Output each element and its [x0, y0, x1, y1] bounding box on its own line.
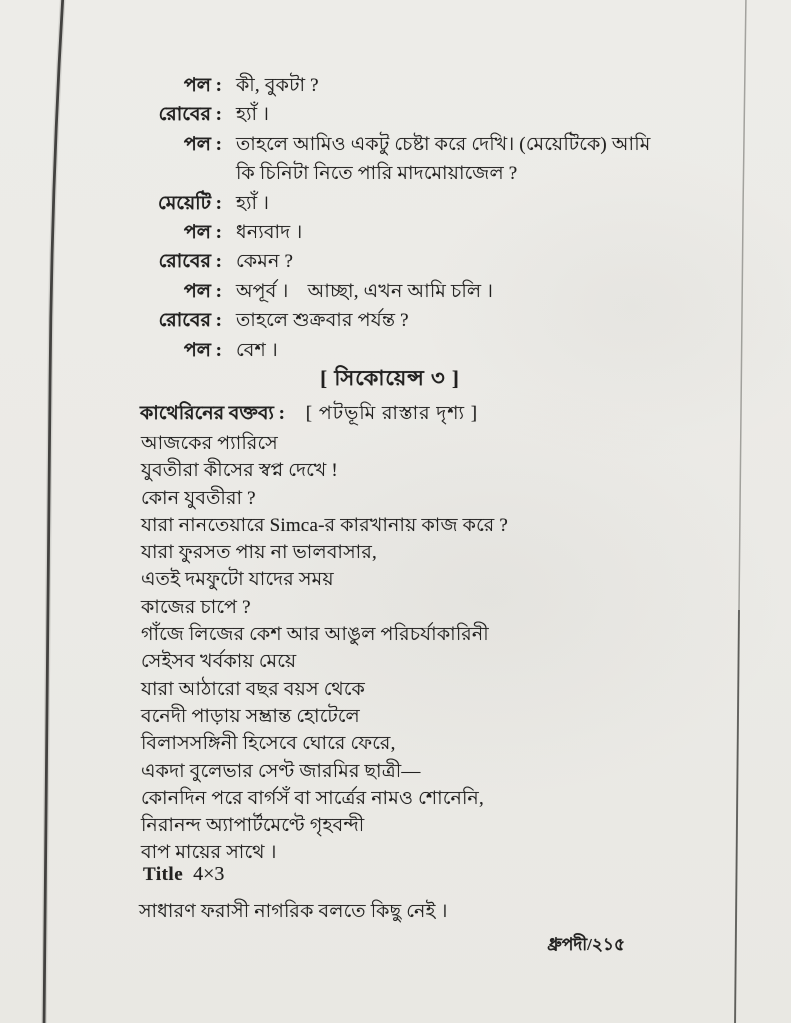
speaker-label: পল : — [183, 339, 222, 361]
dialogue-row — [112, 190, 672, 219]
dialogue-row — [112, 307, 672, 336]
speaker-label: পল : — [183, 75, 222, 96]
poem-line: একদা বুলেভার সেণ্ট জারমির ছাত্রী— — [141, 760, 421, 782]
title-value: 4×3 — [193, 863, 225, 885]
poem-line: নিরানন্দ অ্যাপার্টমেণ্টে গৃহবন্দী — [141, 815, 365, 837]
dialogue-row — [112, 101, 672, 130]
poem-line: গাঁজে লিজের কেশ আর আঙুল পরিচর্যাকারিনী — [141, 624, 489, 646]
monologue-intro-line — [140, 399, 478, 431]
poem-line: বাপ মায়ের সাথে । — [141, 842, 277, 864]
left-page-fold-line — [44, 0, 63, 1023]
dialogue-text: বেশ । — [236, 339, 278, 361]
speaker-label: রোবের : — [158, 104, 222, 126]
title-line — [143, 863, 224, 886]
dialogue-text: তাহলে শুক্রবার পর্যন্ত ? — [236, 310, 409, 332]
dialogue-row — [112, 278, 672, 307]
poem-line: এতই দমফুটো যাদের সময় — [141, 569, 334, 591]
speaker-label: পল : — [183, 221, 222, 243]
poem-line: যারা নানতেয়ারে Simca-র কারখানায় কাজ করে ? — [141, 514, 508, 536]
right-page-edge-line-lower — [735, 610, 739, 1023]
dialogue-row-continuation — [112, 160, 672, 189]
dialogue-row — [112, 131, 672, 160]
title-label: Title — [143, 864, 184, 885]
poem-line: কাজের চাপে ? — [141, 596, 251, 618]
poem-line: সেইসব খর্বকায় মেয়ে — [141, 651, 297, 673]
speaker-label: মেয়েটি : — [158, 192, 222, 214]
dialogue-text: কি চিনিটা নিতে পারি মাদমোয়াজেল ? — [236, 163, 518, 185]
speaker-label: পল : — [183, 133, 222, 155]
left-page-fold-shadow — [44, 0, 63, 1023]
sequence-header: [ সিকোয়েন্স ৩ ] — [320, 366, 460, 390]
dialogue-text: অপূর্ব । আচ্ছা, এখন আমি চলি । — [236, 280, 494, 302]
stage-direction: [ পটভূমি রাস্তার দৃশ্য ] — [305, 403, 479, 424]
poem-line: কোন যুবতীরা ? — [141, 487, 256, 509]
monologue-intro: কাথেরিনের বক্তব্য : — [140, 403, 285, 424]
dialogue-row — [112, 72, 672, 101]
dialogue-text: হ্যাঁ । — [236, 104, 270, 126]
dialogue-text: হ্যাঁ । — [236, 192, 270, 214]
poem-line: যারা ফুরসত পায় না ভালবাসার, — [141, 542, 377, 564]
monologue-lines — [141, 430, 661, 867]
speaker-label: রোবের : — [158, 251, 222, 273]
poem-line: যারা আঠারো বছর বয়স থেকে — [141, 678, 366, 700]
poem-line: আজকের প্যারিসে — [141, 433, 278, 454]
poem-line: কোনদিন পরে বার্গসঁ বা সার্ত্রের নামও শোনেনি, — [141, 787, 484, 809]
right-page-edge-line — [735, 0, 746, 1023]
dialogue-row — [112, 219, 672, 248]
speaker-label: রোবের : — [158, 310, 222, 332]
speaker-label: পল : — [183, 280, 222, 302]
dialogue-text: তাহলে আমিও একটু চেষ্টা করে দেখি। (মেয়েটিকে) আমি — [236, 133, 651, 155]
poem-line: যুবতীরা কীসের স্বপ্ন দেখে ! — [141, 460, 338, 482]
poem-line: বিলাসসঙ্গিনী হিসেবে ঘোরে ফেরে, — [141, 733, 396, 755]
dialogue-text: কী, বুকটা ? — [236, 75, 319, 96]
dialogue-text: কেমন ? — [236, 251, 294, 273]
page-number: ধ্রুপদী/২১৫ — [547, 935, 625, 954]
dialogue-block — [112, 72, 672, 366]
poem-line: বনেদী পাড়ায় সম্ভ্রান্ত হোটেলে — [141, 705, 360, 727]
dialogue-text: ধন্যবাদ । — [236, 221, 303, 243]
closing-line: সাধারণ ফরাসী নাগরিক বলতে কিছু নেই । — [139, 901, 448, 922]
dialogue-row — [112, 248, 672, 277]
